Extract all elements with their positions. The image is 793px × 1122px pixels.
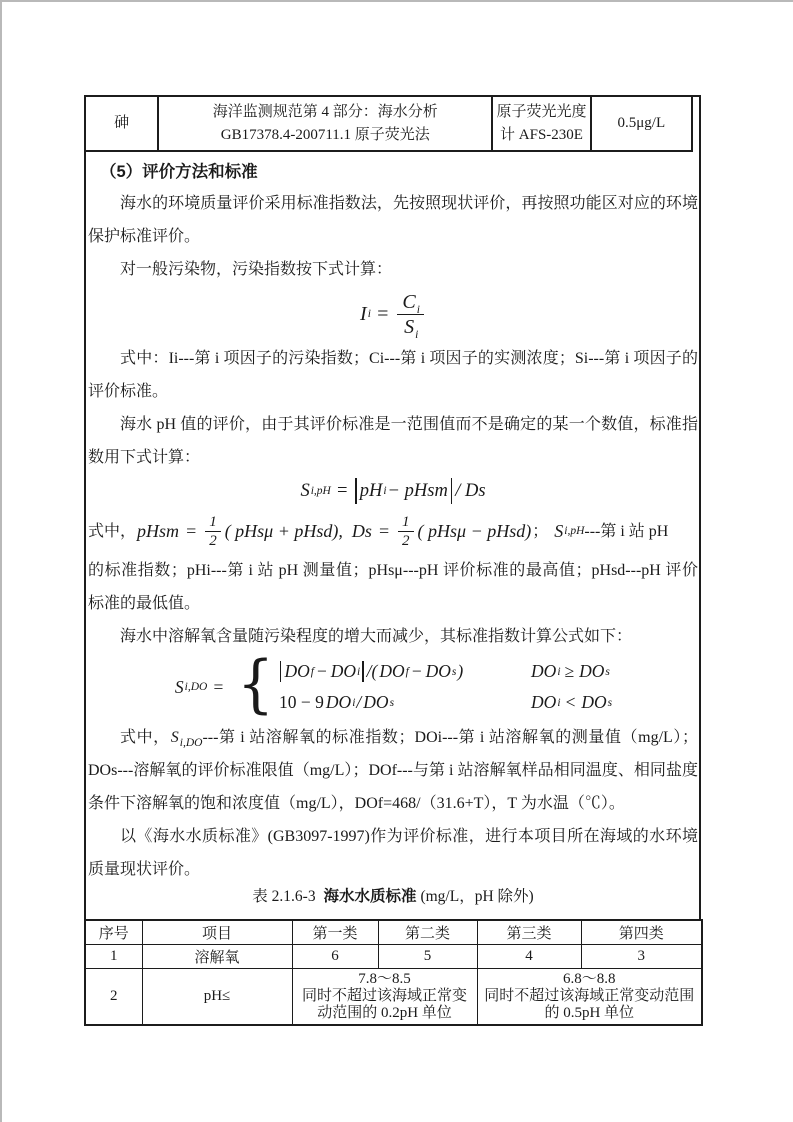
para-do-definitions xyxy=(88,721,698,820)
formula-var: DO xyxy=(363,692,389,712)
ph-note: 同时不超过该海域正常变动范围的 0.5pH 单位 xyxy=(484,988,695,1021)
formula-number: 10 − 9 xyxy=(279,692,324,712)
comparison-op: ≥ xyxy=(564,661,575,681)
case-expression: DO f − DO i /( DO f − DO s ) xyxy=(278,656,530,687)
ph-range: 6.8～8.8 xyxy=(562,971,616,987)
cell-item: 溶解氧 xyxy=(142,945,292,969)
formula-var: pH xyxy=(359,480,383,501)
abs-bar xyxy=(362,661,363,682)
cell-class1: 6 xyxy=(292,945,378,969)
case-condition: DO i ≥ DO s xyxy=(530,656,610,687)
formula-tail-text: ---第 i 站 pH xyxy=(584,522,669,540)
body-text xyxy=(88,157,698,886)
formula-sub: i xyxy=(416,303,420,316)
cell-class4: 3 xyxy=(581,945,702,969)
para-general-pollutants: 对一般污染物，污染指数按下式计算： xyxy=(120,261,393,278)
formula-var: DO xyxy=(579,661,605,681)
cell-detection-limit: 0.5μg/L xyxy=(591,96,692,151)
formula-var: DO xyxy=(284,661,310,681)
equals-sign: = xyxy=(185,520,198,541)
cell-item: pH≤ xyxy=(142,969,292,1026)
formula-term: ( pHsμ + pHsd), xyxy=(224,520,343,541)
formula-var: S xyxy=(170,729,179,746)
formula-var: DO xyxy=(325,692,352,712)
cases-brace: { xyxy=(237,647,275,721)
abs-bar xyxy=(451,478,452,504)
header-class4: 第四类 xyxy=(581,920,702,945)
para-evaluation-standard: 以《海水水质标准》(GB3097-1997)作为评价标准，进行本项目所在海域的水环境质量现状评价。 xyxy=(88,828,698,878)
case-expression: 10 − 9 DO i / DO s xyxy=(278,687,530,718)
table-row xyxy=(85,96,692,151)
para-do-intro: 海水中溶解氧含量随污染程度的增大而减少，其标准指数计算公式如下： xyxy=(120,628,633,645)
formula-var: C xyxy=(402,290,416,313)
paren-close: ) xyxy=(457,661,464,681)
formula-prefix: 式中， xyxy=(120,729,170,746)
ph-note: 同时不超过该海域正常变动范围的 0.2pH 单位 xyxy=(301,988,467,1021)
formula-var: S xyxy=(300,480,310,501)
equals-sign: = xyxy=(377,520,391,541)
cell-class3: 4 xyxy=(477,945,581,969)
divide-sign: /( xyxy=(366,661,378,681)
formula-term: / Ds xyxy=(455,480,486,501)
abs-bar xyxy=(280,661,281,682)
analysis-methods-table xyxy=(84,95,693,152)
fraction xyxy=(397,290,424,339)
header-item: 项目 xyxy=(142,920,292,945)
separator: ； xyxy=(532,522,549,540)
page-edge-left xyxy=(0,0,2,1122)
cell-class1-2 xyxy=(292,969,477,1026)
fraction-numerator xyxy=(397,290,424,315)
formula-var: DO xyxy=(425,661,451,681)
section-heading: （5）评价方法和标准 xyxy=(100,163,258,181)
fraction-denominator: 2 xyxy=(209,532,217,549)
header-seq: 序号 xyxy=(85,920,142,945)
comparison-op: < xyxy=(564,692,577,712)
header-class1: 第一类 xyxy=(292,920,378,945)
minus-sign: − xyxy=(410,661,423,681)
formula-var: S xyxy=(404,315,415,338)
cell-seq: 1 xyxy=(85,945,142,969)
formula-var: DO xyxy=(531,692,557,712)
table-row-dissolved-oxygen xyxy=(85,945,702,969)
table-row-ph xyxy=(85,969,702,1026)
formula-sub: i xyxy=(415,328,419,341)
seawater-quality-standard-table xyxy=(84,919,703,1026)
fraction-numerator: 1 xyxy=(205,513,221,532)
para-ph-evaluation: 海水 pH 值的评价，由于其评价标准是一范围值而不是确定的某一个数值，标准指数用下式计算： xyxy=(88,416,698,466)
abs-bar xyxy=(355,478,356,504)
method-line2: GB17378.4-200711.1 原子荧光法 xyxy=(220,126,430,143)
formula-var: S xyxy=(554,520,564,541)
formula-var: S xyxy=(174,676,184,697)
formula-var: DO xyxy=(330,661,357,681)
cell-class3-4 xyxy=(477,969,702,1026)
para-overview: 海水的环境质量评价采用标准指数法，先按照现状评价，再按照功能区对应的环境保护标准评价。 xyxy=(88,195,698,245)
header-class2: 第二类 xyxy=(378,920,477,945)
fraction xyxy=(205,513,221,550)
fraction xyxy=(398,513,414,550)
caption-number: 表 2.1.6-3 xyxy=(252,888,316,905)
formula-var: DO xyxy=(379,661,405,681)
formula-var: pHsm xyxy=(137,520,180,541)
cell-seq: 2 xyxy=(85,969,142,1026)
formula-var: Ds xyxy=(351,520,372,541)
cell-class2: 5 xyxy=(378,945,477,969)
case-row xyxy=(278,656,612,687)
formula-var: DO xyxy=(531,661,557,681)
cell-method xyxy=(158,96,492,151)
table-header-row xyxy=(85,920,702,945)
formula-term: ( pHsμ − pHsd) xyxy=(417,520,532,541)
formula-prefix: 式中， xyxy=(88,522,137,540)
formula-var: I xyxy=(360,302,367,325)
case-row xyxy=(278,687,612,718)
formula-term: − pHsm xyxy=(387,480,448,501)
equals-sign: = xyxy=(335,480,349,501)
case-condition: DO i < DO s xyxy=(530,687,612,718)
header-class3: 第三类 xyxy=(477,920,581,945)
caption-title: 海水水质标准 xyxy=(323,888,417,905)
fraction-denominator xyxy=(403,315,418,339)
minus-sign: − xyxy=(315,661,328,681)
ph-range: 7.8～8.5 xyxy=(358,971,411,987)
formula-do-index: S i,DO = { DO f − DO i /( DO f − DO s ) DO i ≥ DO s 10 − 9 DO i / DO s DO i < DO s xyxy=(174,647,613,721)
fraction-denominator: 2 xyxy=(402,532,410,549)
para-index-definitions: 式中：Ii---第 i 项因子的污染指数；Ci---第 i 项因子的实测浓度；Si---第 i 项因子的评价标准。 xyxy=(88,350,698,400)
formula-ph-index: S i,pH = pH i − pHsm / Ds xyxy=(88,474,698,508)
divide-sign: / xyxy=(356,692,362,712)
cases-block xyxy=(278,656,612,718)
formula-ph-definitions-line: 式中， pHsm = $\frac{1}{2}$ ( pHsμ + pHsd), Ds = $\frac{1}{2}$ ( pHsμ − pHsd) ； S i,pH ---第 i 站 pH xyxy=(88,513,669,549)
formula-pollution-index: I i = $\frac{C_i}{S_i}$ xyxy=(88,286,698,342)
method-line1: 海洋监测规范第 4 部分：海水分析 xyxy=(212,103,438,120)
formula-sub: i,DO xyxy=(179,737,203,750)
table-caption xyxy=(88,884,698,910)
cell-instrument: 原子荧光光度计 AFS-230E xyxy=(492,96,590,151)
cell-substance: 砷 xyxy=(85,96,158,151)
caption-unit: (mg/L，pH 除外) xyxy=(420,888,534,905)
page-edge-top xyxy=(0,0,793,2)
definitions-text: ---第 i 站溶解氧的标准指数；DOi---第 i 站溶解氧的测量值（mg/L）；DOs---溶解氧的评价标准限值（mg/L）；DOf---与第 i 站溶解氧样品相同温度、相同盐度条件下溶解氧的饱和浓度值（mg/L），DOf=468/（31.6+T），T 为水温（℃）。 xyxy=(88,729,698,812)
formula-var: DO xyxy=(581,692,607,712)
fraction-numerator: 1 xyxy=(398,513,414,532)
equals-sign: = xyxy=(212,676,225,697)
equals-sign: = xyxy=(375,302,390,325)
para-ph-definitions-cont: 的标准指数；pHi---第 i 站 pH 测量值；pHsμ---pH 评价标准的最高值；pHsd---pH 评价标准的最低值。 xyxy=(88,562,698,612)
